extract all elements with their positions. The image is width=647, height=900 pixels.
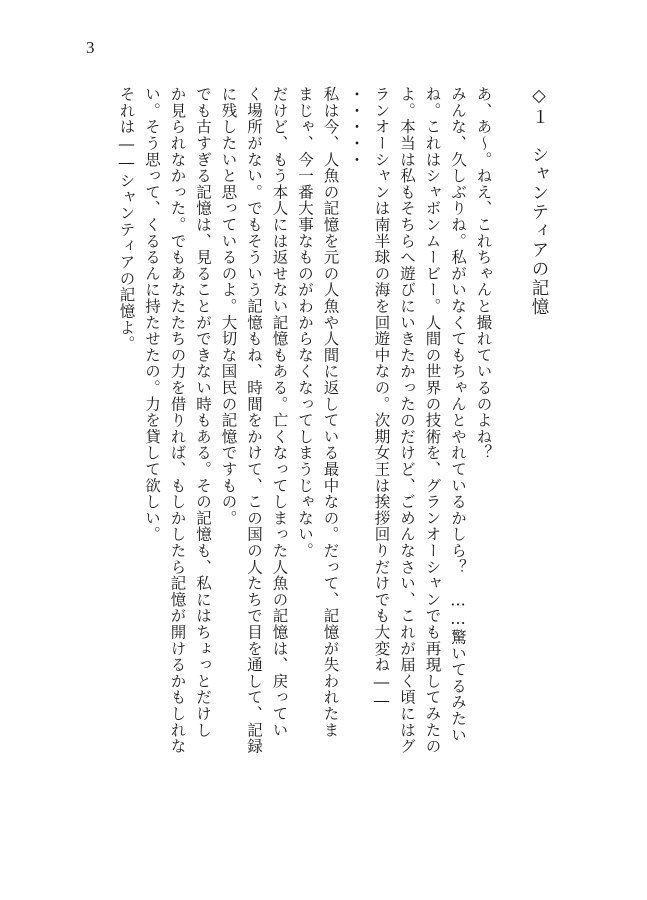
text-line: でも古すぎる記憶は、見ることができない時もある。その記憶も、私にはちょっとだけし	[194, 86, 212, 738]
text-line: く場所がない。でもそういう記憶もね、時間をかけて、この国の人たちで目を通して、記録	[245, 86, 263, 755]
text-line: 私は今、人魚の記憶を元の人魚や人間に返している最中なの。だって、記憶が失われたま	[321, 86, 340, 738]
text-line: まじゃ、今一番大事なものがわからなくなってしまうじゃない。	[296, 86, 314, 559]
text-line: ・・・・・	[347, 86, 365, 168]
text-line: か見られなかった。でもあなたたちの力を借りれば、もしかしたら記憶が開けるかもしれな	[168, 86, 187, 755]
text-line: あ、あ〜。ねえ、これちゃんと撮れているのよね？	[474, 86, 493, 461]
text-line: それは――シャンティアの記憶よ。	[117, 86, 136, 352]
text-line: よ。本当は私もそちらへ遊びにいきたかったのだけど、ごめんなさい、これが届く頃にはグ	[398, 86, 416, 755]
text-line: ランオーシャンは南半球の海を回遊中なの。次期女王は挨拶回りだけでも大変ね――	[372, 86, 391, 711]
page-number: 3	[86, 38, 95, 57]
text-line: ね。これはシャボンムービー。人間の世界の技術を、グランオーシャンでも再現してみたの	[423, 86, 442, 755]
text-line: に残したいと思っているのよ。大切な国民の記憶ですもの。	[219, 86, 238, 527]
text-line: みんな、久しぶりね。私がいなくてもちゃんとやれているかしら？ ……驚いてるみたい	[449, 86, 467, 743]
text-line: い。そう思って、くるるんに持たせたの。力を貸して欲しい。	[143, 86, 161, 543]
text-line: だけど、もう本人には返せない記憶もある。亡くなってしまった人魚の記憶は、戻ってい	[270, 86, 289, 738]
chapter-title: ◇１ シャンティアの記憶	[529, 86, 549, 317]
body-text	[113, 86, 551, 826]
